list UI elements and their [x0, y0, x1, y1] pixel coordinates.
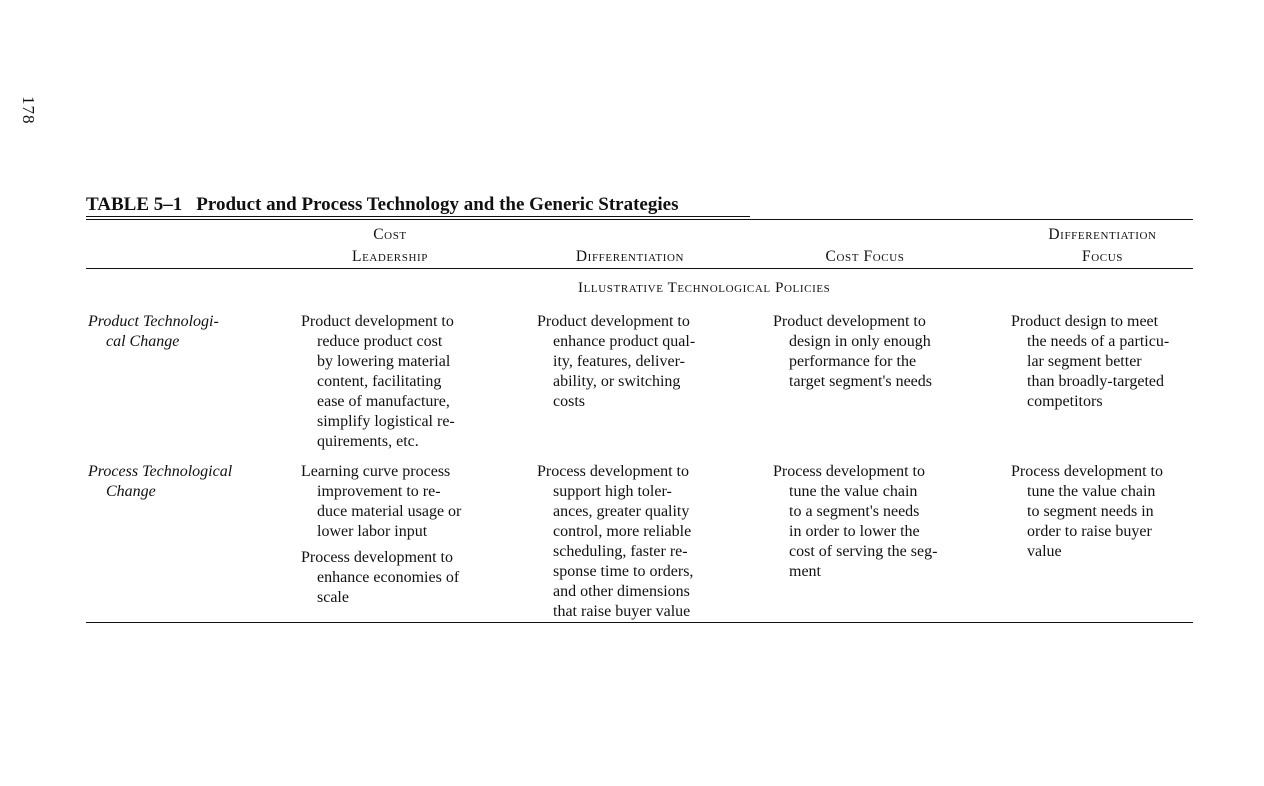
cell-line: Product development to — [773, 313, 926, 330]
cell-line: Learning curve process — [301, 463, 451, 480]
cell-paragraph — [773, 462, 937, 582]
cell-line: target segment's needs — [789, 373, 932, 390]
cell-paragraph — [301, 548, 461, 608]
cell-line: lower labor input — [317, 523, 428, 540]
cell-line: to segment needs in — [1027, 503, 1154, 520]
cell-line: Process development to — [1011, 463, 1163, 480]
row-label-line: Product Technologi- — [88, 313, 219, 330]
cell-line: Process development to — [301, 549, 453, 566]
cell-line: that raise buyer value — [553, 603, 691, 620]
column-header-line: Focus — [1082, 248, 1123, 265]
cell-process-differentiation-focus — [1011, 462, 1163, 568]
cell-line: Process development to — [773, 463, 925, 480]
cell-line: enhance economies of — [317, 569, 460, 586]
section-heading: Illustrative Technological Policies — [578, 280, 831, 296]
column-header-line — [530, 224, 730, 246]
cell-line: content, facilitating — [317, 373, 442, 390]
cell-line: ease of manufacture, — [317, 393, 450, 410]
cell-line: scale — [317, 589, 349, 606]
cell-paragraph — [301, 462, 461, 542]
cell-paragraph — [537, 462, 693, 622]
column-header-line — [775, 224, 955, 246]
cell-line: reduce product cost — [317, 333, 443, 350]
cell-line: competitors — [1027, 393, 1103, 410]
cell-line: Product development to — [537, 313, 690, 330]
cell-line: quirements, etc. — [317, 433, 419, 450]
cell-line: control, more reliable — [553, 523, 692, 540]
cell-line: ances, greater quality — [553, 503, 690, 520]
column-header-cost-leadership — [300, 224, 480, 268]
cell-line: the needs of a particu- — [1027, 333, 1170, 350]
cell-process-cost-leadership — [301, 462, 461, 614]
cell-line: value — [1027, 543, 1062, 560]
cell-line: simplify logistical re- — [317, 413, 455, 430]
cell-paragraph — [773, 312, 932, 392]
column-header-line: Cost — [373, 226, 407, 243]
cell-line: duce material usage or — [317, 503, 462, 520]
cell-line: ability, or switching — [553, 373, 681, 390]
cell-line: cost of serving the seg- — [789, 543, 938, 560]
table-number: TABLE 5–1 — [86, 194, 183, 215]
column-header-line: Differentiation — [575, 248, 685, 265]
column-header-differentiation — [530, 224, 730, 268]
cell-paragraph — [537, 312, 695, 412]
header-bottom-rule — [86, 268, 1193, 269]
cell-line: scheduling, faster re- — [553, 543, 688, 560]
cell-paragraph — [1011, 462, 1163, 562]
cell-product-cost-focus — [773, 312, 932, 398]
cell-product-differentiation-focus — [1011, 312, 1169, 418]
cell-line: in order to lower the — [789, 523, 920, 540]
column-header-cost-focus — [775, 224, 955, 268]
column-header-line: Differentiation — [1048, 226, 1157, 243]
row-label-line: Change — [106, 483, 156, 500]
cell-paragraph — [301, 312, 455, 452]
cell-line: ity, features, deliver- — [553, 353, 685, 370]
cell-product-cost-leadership — [301, 312, 455, 458]
row-label-line: Process Technological — [88, 463, 233, 480]
cell-line: Product design to meet — [1011, 313, 1159, 330]
row-label-product-change — [88, 312, 278, 352]
title-underline — [86, 216, 750, 217]
cell-line: Process development to — [537, 463, 689, 480]
page-number: 178 — [19, 96, 38, 125]
cell-line: performance for the — [789, 353, 917, 370]
cell-line: and other dimensions — [553, 583, 690, 600]
cell-process-cost-focus — [773, 462, 937, 588]
row-label-line: cal Change — [106, 333, 180, 350]
cell-line: than broadly-targeted — [1027, 373, 1164, 390]
cell-line: tune the value chain — [1027, 483, 1156, 500]
row-label-process-change — [88, 462, 278, 502]
table-title-text: Product and Process Technology and the Generic Strategies — [196, 194, 679, 215]
cell-product-differentiation — [537, 312, 695, 418]
cell-line: tune the value chain — [789, 483, 918, 500]
cell-line: lar segment better — [1027, 353, 1142, 370]
cell-line: costs — [553, 393, 585, 410]
table-top-rule — [86, 219, 1193, 220]
cell-line: by lowering material — [317, 353, 451, 370]
cell-paragraph — [1011, 312, 1169, 412]
cell-line: design in only enough — [789, 333, 931, 350]
column-header-differentiation-focus — [1010, 224, 1195, 268]
cell-line: Product development to — [301, 313, 454, 330]
cell-line: ment — [789, 563, 821, 580]
cell-line: sponse time to orders, — [553, 563, 694, 580]
column-header-line: Cost Focus — [825, 248, 905, 265]
cell-line: improvement to re- — [317, 483, 441, 500]
cell-line: to a segment's needs — [789, 503, 920, 520]
cell-line: enhance product qual- — [553, 333, 696, 350]
cell-process-differentiation — [537, 462, 693, 628]
column-header-line: Leadership — [352, 248, 428, 265]
table-title — [86, 194, 678, 216]
table-bottom-rule — [86, 622, 1193, 623]
cell-line: order to raise buyer — [1027, 523, 1152, 540]
cell-line: support high toler- — [553, 483, 672, 500]
